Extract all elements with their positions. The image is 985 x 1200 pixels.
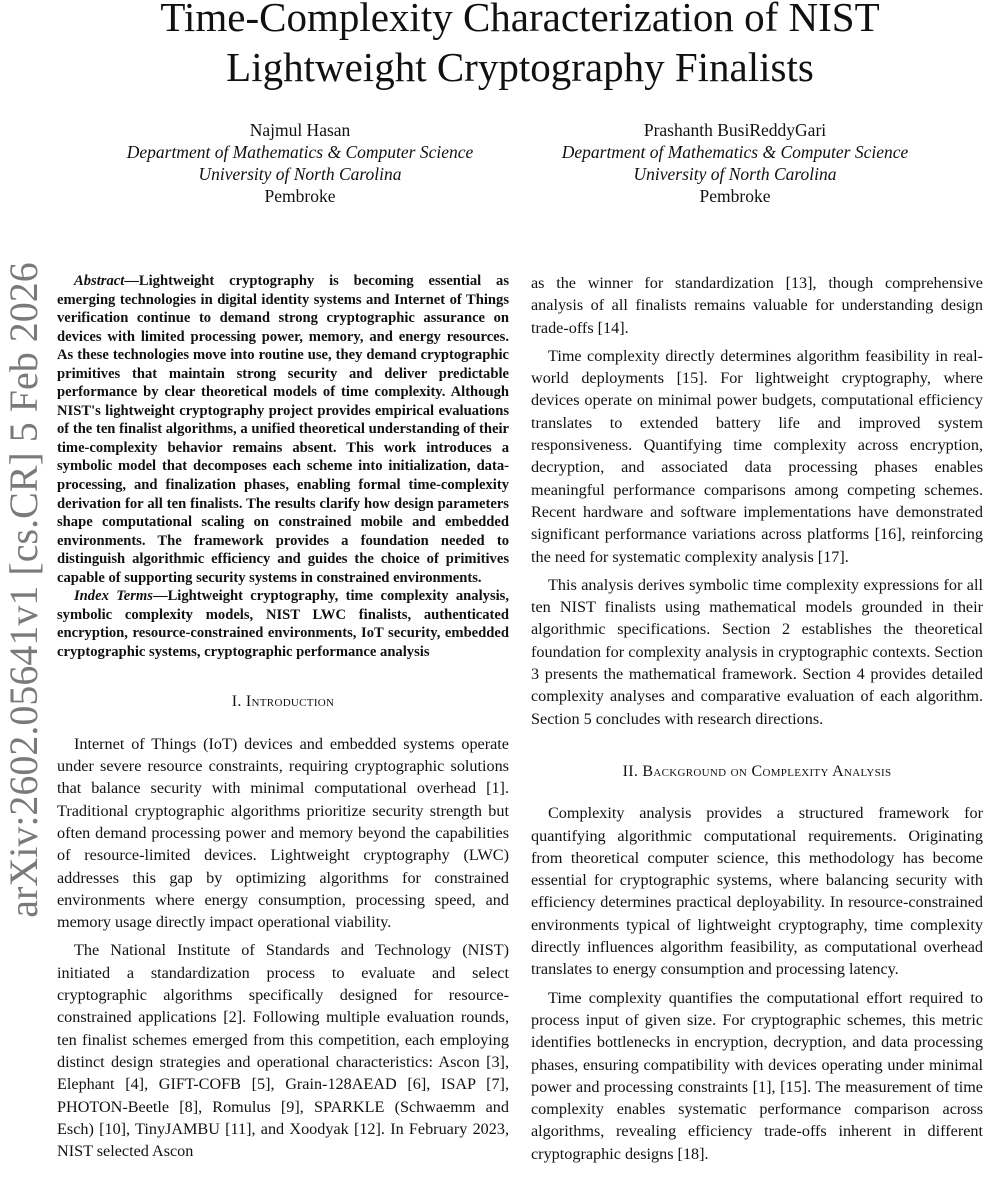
author-university: University of North Carolina [633, 164, 837, 184]
arxiv-identifier-stamp: arXiv:2602.05641v1 [cs.CR] 5 Feb 2026 [1, 262, 46, 918]
left-column [57, 272, 509, 1162]
section-heading-background: II. Background on Complexity Analysis [622, 762, 892, 780]
author-name: Prashanth BusiReddyGari [643, 120, 827, 140]
title-line-1: Time-Complexity Characterization of NIST [160, 0, 880, 40]
author-department: Department of Mathematics & Computer Science [126, 142, 474, 162]
intro-paragraph-3: Time complexity directly determines algorithm feasibility in real-world deployments [15]. For lightweight cryptography, where devices operate on minimal power budgets, computational efficiency translates to extended battery life and improved system responsiveness. Quantifying time complexity across encryption, decryption, and associated data processing phases enables meaningful performance comparisons among competing schemes. Recent hardware and software implementations have demonstrated significant performance variations across platforms [16], reinforcing the need for systematic complexity analysis [17]. [531, 346, 983, 566]
author-block-2 [535, 119, 935, 207]
right-column [531, 272, 983, 1165]
intro-paragraph-4: This analysis derives symbolic time complexity expressions for all ten NIST finalists using mathematical models grounded in their algorithmic specifications. Section 2 establishes the theoretical foundation for complexity analysis in cryptographic contexts. Section 3 presents the mathematical framework. Section 4 provides detailed complexity analyses and comparative evaluation of each algorithm. Section 5 concludes with research directions. [531, 575, 983, 728]
abstract [57, 272, 509, 587]
background-paragraph-1: Complexity analysis provides a structured framework for quantifying algorithmic computational requirements. Originating from theoretical computer science, this methodology has become essential for cryptographic systems, where balancing security with efficiency determines practical deployability. In resource-constrained environments typical of lightweight cryptography, time complexity directly influences algorithm feasibility, as computational overhead translates to energy consumption and processing latency. [531, 804, 983, 979]
author-block-1 [100, 119, 500, 207]
author-university: University of North Carolina [198, 164, 402, 184]
section-heading-introduction: I. Introduction [231, 693, 335, 711]
index-terms-text: —Lightweight cryptography, time complexity analysis, symbolic complexity models, NIST LWC finalists, authenticated encryption, resource-constrained environments, IoT security, embedded cryptographic systems, cryptographic performance analysis [57, 588, 510, 660]
index-terms [57, 587, 509, 661]
intro-paragraph-1: Internet of Things (IoT) devices and embedded systems operate under severe resource constraints, requiring cryptographic solutions that balance security with minimal computational overhead [1]. Traditional cryptographic algorithms prioritize security strength but often demand processing power and memory beyond the capabilities of resource-limited devices. Lightweight cryptography (LWC) addresses this gap by optimizing algorithms for constrained environments where energy consumption, processing speed, and memory usage directly impact operational viability. [57, 734, 509, 932]
abstract-text: —Lightweight cryptography is becoming essential as emerging technologies in digital identity systems and Internet of Things verification continue to demand strong cryptographic assurance on devices with limited processing power, memory, and energy resources. As these technologies move into routine use, they demand cryptographic primitives that maintain strong security and deliver predictable performance by clear theoretical models of time complexity. Although NIST's lightweight cryptography project provides empirical evaluations of the ten finalist algorithms, a unified theoretical understanding of their time-complexity behavior remains absent. This work introduces a symbolic model that decomposes each scheme into initialization, data-processing, and finalization phases, enabling formal time-complexity derivation for all ten finalists. The results clarify how design parameters shape computational scaling on constrained mobile and embedded environments. The framework provides a foundation needed to distinguish algorithmic efficiency and guides the choice of primitives capable of supporting security systems in constrained environments. [57, 273, 509, 586]
author-department: Department of Mathematics & Computer Science [561, 142, 909, 162]
abstract-label: Abstract [74, 273, 125, 289]
title-line-2: Lightweight Cryptography Finalists [226, 44, 814, 90]
paper-title [0, 0, 985, 92]
author-name: Najmul Hasan [249, 120, 351, 140]
author-campus: Pembroke [264, 186, 336, 206]
background-paragraph-2: Time complexity quantifies the computational effort required to process input of given size. For cryptographic schemes, this metric identifies bottlenecks in encryption, decryption, and data processing phases, ensuring compatibility with devices operating under minimal power and processing constraints [1], [15]. The measurement of time complexity enables systematic performance comparison across algorithms, revealing efficiency trade-offs inherent in different cryptographic designs [18]. [531, 988, 983, 1163]
intro-paragraph-2: The National Institute of Standards and Technology (NIST) initiated a standardization process to evaluate and select cryptographic algorithms specifically designed for resource-constrained applications [2]. Following multiple evaluation rounds, ten finalist schemes emerged from this competition, each employing distinct design strategies and operational characteristics: Ascon [3], Elephant [4], GIFT-COFB [5], Grain-128AEAD [6], ISAP [7], PHOTON-Beetle [8], Romulus [9], SPARKLE (Schwaemm and Esch) [10], TinyJAMBU [11], and Xoodyak [12]. In February 2023, NIST selected Ascon [57, 941, 509, 1161]
author-campus: Pembroke [699, 186, 771, 206]
index-terms-label: Index Terms [74, 588, 153, 605]
intro-paragraph-2-continuation: as the winner for standardization [13], though comprehensive analysis of all finalists remains valuable for understanding design trade-offs [14]. [531, 274, 983, 337]
